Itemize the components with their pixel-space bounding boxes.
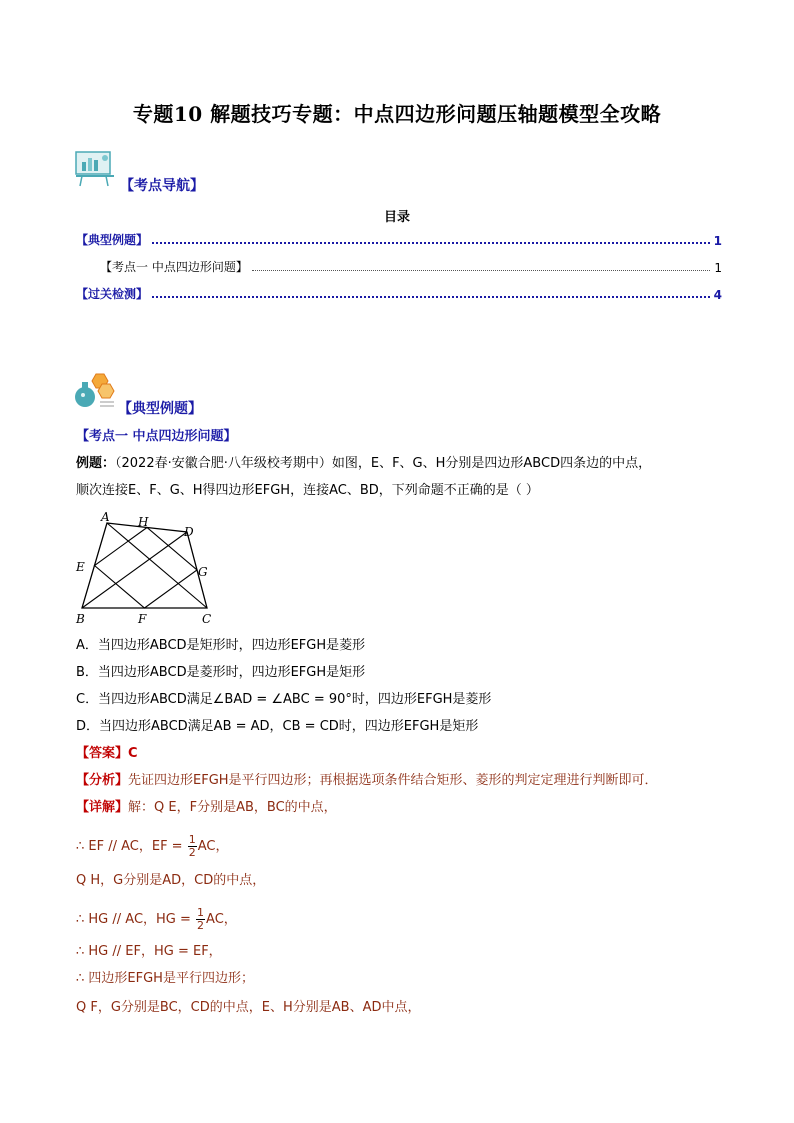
detail-line-2: [76, 834, 228, 859]
lab-flask-icon: [72, 370, 116, 412]
problem-text-1: （2022春·安徽合肥·八年级校考期中）如图，E、F、G、H分别是四边形ABCD四条边的中点，: [115, 456, 652, 471]
detail-text-4b: AC，: [206, 912, 237, 927]
frac-num: 1: [197, 906, 205, 919]
fraction-half-2: [196, 907, 205, 932]
frac-den: 2: [197, 919, 205, 932]
answer-value: C: [128, 746, 138, 761]
toc-heading: 目录: [383, 210, 410, 225]
option-b: B．当四边形ABCD是菱形时，四边形EFGH是矩形: [76, 665, 366, 680]
toc-row-check[interactable]: [76, 286, 722, 302]
frac-num: 1: [188, 833, 196, 846]
option-a: A．当四边形ABCD是矩形时，四边形EFGH是菱形: [76, 638, 366, 653]
detail-line-7: Q F，G分别是BC，CD的中点，E、H分别是AB、AD中点，: [76, 1000, 421, 1015]
examples-label: 【典型例题】: [118, 401, 202, 417]
toc-leader: [252, 269, 711, 271]
label-b: B: [76, 612, 85, 626]
toc-row-text: 【典型例题】: [76, 233, 149, 247]
problem-line-1: [76, 456, 651, 472]
detail-text-2a: ∴ EF // AC，EF =: [76, 839, 187, 854]
toc-page: 4: [713, 288, 722, 302]
frac-den: 2: [188, 846, 196, 859]
problem-prefix: 例题：: [76, 456, 116, 471]
toc-row-text: 【考点一 中点四边形问题】: [100, 260, 248, 274]
page-title: 专题10 解题技巧专题：中点四边形问题压轴题模型全攻略: [132, 102, 662, 126]
toc-row-kaodian[interactable]: [100, 259, 722, 275]
detail-text-1: 解：Q E，F分别是AB，BC的中点，: [128, 800, 337, 815]
label-a: A: [101, 510, 110, 524]
toc-row-text: 【过关检测】: [76, 287, 149, 301]
quadrilateral-figure: [72, 508, 222, 628]
analysis-label: 【分析】: [76, 773, 129, 788]
fraction-half: [188, 834, 197, 859]
detail-text-4a: ∴ HG // AC，HG =: [76, 912, 196, 927]
diagonal-bd: [82, 532, 187, 608]
detail-line-3: Q H，G分别是AD，CD的中点，: [76, 873, 266, 888]
detail-line-4: [76, 907, 237, 932]
quad-efgh: [95, 528, 198, 609]
presentation-icon: [74, 148, 118, 188]
detail-line-1: [76, 800, 337, 816]
toc-page: 1: [714, 261, 722, 275]
detail-line-6: ∴ 四边形EFGH是平行四边形；: [76, 971, 254, 986]
detail-text-2b: AC，: [197, 839, 229, 854]
answer-label: 【答案】: [76, 746, 129, 761]
label-e: E: [76, 560, 85, 574]
option-c: C．当四边形ABCD满足∠BAD = ∠ABC = 90°时，四边形EFGH是菱形: [76, 692, 492, 707]
toc-leader: [152, 295, 710, 298]
nav-label: 【考点导航】: [120, 178, 204, 194]
label-d: D: [184, 525, 194, 539]
toc-page: 1: [713, 234, 722, 248]
option-d: D．当四边形ABCD满足AB = AD，CB = CD时，四边形EFGH是矩形: [76, 719, 479, 734]
toc-row-examples[interactable]: [76, 232, 722, 248]
toc-leader: [152, 241, 710, 244]
label-g: G: [198, 565, 208, 579]
analysis-text: 先证四边形EFGH是平行四边形；再根据选项条件结合矩形、菱形的判定定理进行判断即可．: [128, 773, 658, 788]
detail-label: 【详解】: [76, 800, 129, 815]
label-f: F: [138, 612, 147, 626]
label-c: C: [202, 612, 212, 626]
label-h: H: [138, 515, 149, 529]
problem-line-2: 顺次连接E、F、G、H得四边形EFGH，连接AC、BD，下列命题不正确的是（ ）: [76, 483, 539, 498]
analysis-line: [76, 773, 658, 789]
answer-line: [76, 746, 138, 762]
detail-line-5: ∴ HG // EF，HG = EF，: [76, 944, 222, 959]
kaodian-label: 【考点一 中点四边形问题】: [76, 429, 237, 444]
